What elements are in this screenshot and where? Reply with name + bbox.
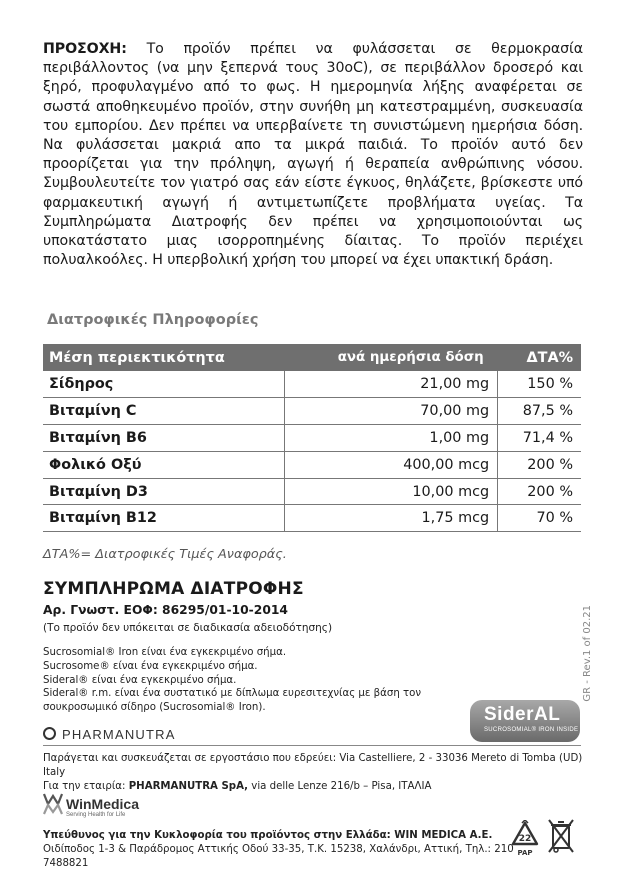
nutrient-name: Φολικό Οξύ xyxy=(43,451,284,478)
table-row xyxy=(43,451,581,478)
nutrition-table xyxy=(43,344,581,532)
nutrient-amount: 1,00 mg xyxy=(284,425,497,452)
nutrient-dta: 200 % xyxy=(498,478,581,505)
supplement-title: ΣΥΜΠΛΗΡΩΜΑ ΔΙΑΤΡΟΦΗΣ xyxy=(43,579,304,599)
table-row xyxy=(43,505,581,532)
winmedica-logo xyxy=(43,790,153,822)
responsible-address: Οιδίποδος 1-3 & Παράδρομος Αττικής Οδού 33-35, Τ.Κ. 15238, Χαλάνδρι, Αττική, Τηλ.: 210 7488821 xyxy=(43,844,514,869)
winmedica-tagline: Serving Health for Life xyxy=(66,812,126,818)
trademark-notes xyxy=(43,646,483,715)
nutrient-amount: 70,00 mg xyxy=(284,398,497,425)
sideral-logo-text: SiderAL xyxy=(484,704,561,725)
nutrient-name: Βιταμίνη B6 xyxy=(43,425,284,452)
company-prefix: Για την εταιρία: xyxy=(43,781,129,792)
nutrient-name: Βιταμίνη C xyxy=(43,398,284,425)
nutrient-amount: 1,75 mcg xyxy=(284,505,497,532)
nutrient-name: Βιταμίνη D3 xyxy=(43,478,284,505)
nutrition-section-title: Διατροφικές Πληροφορίες xyxy=(47,312,259,328)
nutrient-dta: 200 % xyxy=(498,451,581,478)
table-row xyxy=(43,371,581,398)
header-per-dose: ανά ημερήσια δόση xyxy=(284,344,497,371)
pharmanutra-mark-icon xyxy=(43,727,56,740)
header-content: Μέση περιεκτικότητα xyxy=(43,344,284,371)
warning-paragraph xyxy=(43,40,583,270)
dta-footnote: ΔΤΑ%= Διατροφικές Τιμές Αναφοράς. xyxy=(43,547,287,562)
divider xyxy=(43,745,581,746)
nutrient-amount: 400,00 mcg xyxy=(284,451,497,478)
nutrient-dta: 150 % xyxy=(498,371,581,398)
company-address: via delle Lenze 216/b – Pisa, ΙΤΑΛΙΑ xyxy=(248,781,432,792)
sideral-logo xyxy=(470,700,580,742)
table-row xyxy=(43,425,581,452)
table-row xyxy=(43,478,581,505)
responsible-line: Υπεύθυνος για την Κυκλοφορία του προϊόντος στην Ελλάδα: WIN MEDICA A.E. xyxy=(43,830,493,841)
header-dta: ΔΤΑ% xyxy=(498,344,581,371)
nutrient-dta: 70 % xyxy=(498,505,581,532)
nutrient-amount: 10,00 mcg xyxy=(284,478,497,505)
nutrient-dta: 87,5 % xyxy=(498,398,581,425)
revision-reference: GR - Rev.1 of 02.21 xyxy=(582,605,593,702)
recycle-number: 22 xyxy=(518,834,532,844)
pharmanutra-logo-text: PHARMANUTRA xyxy=(62,727,176,742)
recycle-icon xyxy=(508,820,542,858)
trademark-line: Sideral® r.m. είναι ένα συστατικό με δίπλωμα ευρεσιτεχνίας με βάση τον σουκροσωμικό σίδηρο (Sucrosomial® Iron). xyxy=(43,688,422,714)
registration-number: Αρ. Γνωστ. ΕΟΦ: 86295/01-10-2014 xyxy=(43,603,288,617)
recycle-code: PAP xyxy=(517,849,533,857)
nutrient-name: Σίδηρος xyxy=(43,371,284,398)
trademark-line: Sucrosome® είναι ένα εγκεκριμένο σήμα. xyxy=(43,660,258,672)
table-row xyxy=(43,398,581,425)
sideral-logo-subtext: SUCROSOMIAL® IRON INSIDE xyxy=(484,727,579,733)
winmedica-logo-text: WinMedica xyxy=(66,796,139,812)
nutrient-dta: 71,4 % xyxy=(498,425,581,452)
registration-note: (Το προϊόν δεν υπόκειται σε διαδικασία αδειοδότησης) xyxy=(43,622,333,634)
trash-bin-icon xyxy=(548,818,574,854)
trademark-line: Sideral® είναι ένα εγκεκριμένο σήμα. xyxy=(43,674,237,686)
company-name: PHARMANUTRA SpA, xyxy=(128,781,249,792)
nutrient-amount: 21,00 mg xyxy=(284,371,497,398)
responsible-info xyxy=(43,829,523,871)
nutrient-name: Βιταμίνη B12 xyxy=(43,505,284,532)
table-header-row xyxy=(43,344,581,371)
trademark-line: Sucrosomial® Iron είναι ένα εγκεκριμένο σήμα. xyxy=(43,647,287,658)
winmedica-mark-icon xyxy=(43,792,63,816)
warning-text: Το προϊόν πρέπει να φυλάσσεται σε θερμοκρασία περιβάλλοντος (να μην ξεπερνά τους 30oC), σε περιβάλλον δροσερό και ξηρό, προφυλαγμένο από το φως. Η ημερομηνία λήξης αναφέρεται σε σωστά αποθηκευμένο προϊόν, στην συνήθη μη κατεστραμμένη, συσκευασία του εμπορίου. Δεν πρέπει να υπερβαίνετε τη συνιστώμενη ημερήσια δόση. Να φυλάσσεται μακριά απο τα μικρά παιδιά. Το προϊόν αυτό δεν προορίζεται για την πρόληψη, αγωγή ή θεραπεία ανθρώπινης νόσου. Συμβουλευτείτε τον γιατρό σας εάν είστε έγκυος, θηλάζετε, βρίσκεστε υπό φαρμακευτική αγωγή ή αντιμετωπίζετε προβλήματα υγείας. Τα Συμπληρώματα Διατροφής δεν πρέπει να χρησιμοποιούνται ως υποκατάστατο μιας ισορροπημένης δίαιτας. Το προϊόν περιέχει πολυαλκοόλες. Η υπερβολική χρήση του μπορεί να έχει υπακτική δράση. xyxy=(43,41,583,269)
manufacturer-line: Παράγεται και συσκευάζεται σε εργοστάσιο που εδρεύει: Via Castelliere, 2 - 33036 Mereto di Tomba (UD) Italy xyxy=(43,753,583,778)
warning-label: ΠΡΟΣΟΧΗ: xyxy=(43,41,127,57)
manufacturer-info xyxy=(43,752,583,794)
